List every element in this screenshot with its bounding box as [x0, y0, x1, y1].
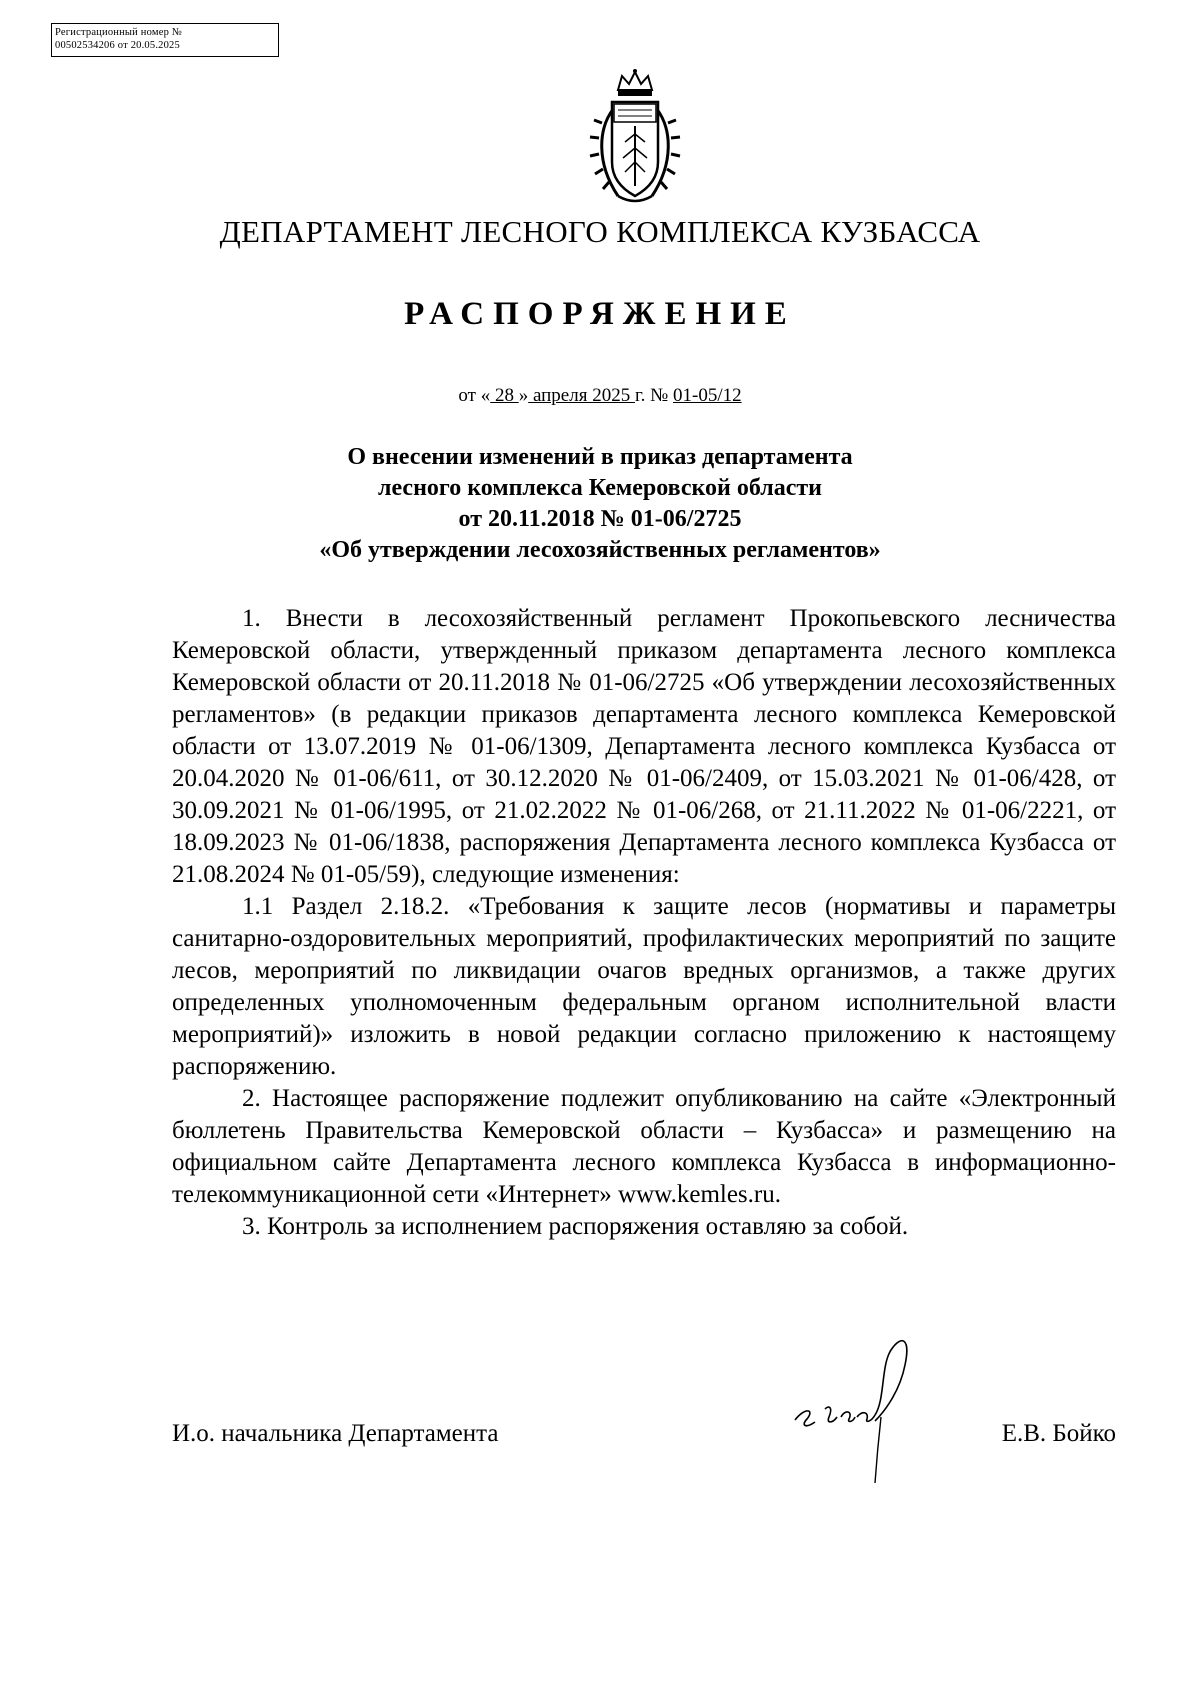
signatory-position: И.о. начальника Департамента [172, 1420, 499, 1447]
department-title: ДЕПАРТАМЕНТ ЛЕСНОГО КОМПЛЕКСА КУЗБАССА [219, 214, 981, 249]
handwritten-signature [793, 1325, 973, 1485]
paragraph-3: 3. Контроль за исполнением распоряжения оставляю за собой. [242, 1213, 909, 1240]
paragraph-1: 1. Внести в лесохозяйственный регламент Прокопьевского лесничества Кемеровской области, утвержденный приказом департамента лесного комплекса Кемеровской области от 20.11.2018 № 01-06/2725 «Об утверждении лесохозяйственных регламентов» (в редакции приказов департамента лесного комплекса Кемеровской области от 13.07.2019 № 01-06/1309, Департамента лесного комплекса Кузбасса от 20.04.2020 № 01-06/611, от 30.12.2020 № 01-06/2409, от 15.03.2021 № 01-06/428, от 30.09.2021 № 01-06/1995, от 21.02.2022 № 01-06/268, от 21.11.2022 № 01-06/2221, от 18.09.2023 № 01-06/1838, распоряжения Департамента лесного комплекса Кузбасса от 21.08.2024 № 01-05/59), следующие изменения: [172, 605, 1116, 888]
registration-number: 00502534206 от 20.05.2025 [55, 40, 180, 51]
document-type-heading: РАСПОРЯЖЕНИЕ [404, 296, 796, 332]
document-subject [0, 442, 1200, 566]
registration-stamp [51, 23, 279, 57]
paragraph-1-1: 1.1 Раздел 2.18.2. «Требования к защите лесов (нормативы и параметры санитарно-оздоровительных мероприятий, профилактических мероприятий по защите лесов, мероприятий по ликвидации очагов вредных организмов, а также других определенных уполномоченным федеральным органом исполнительной власти мероприятий)» изложить в новой редакции согласно приложению к настоящему распоряжению. [172, 893, 1116, 1080]
date-year-suffix: г. № [634, 385, 673, 406]
date-month-year: апреля 2025 [528, 385, 635, 406]
signatory-name: Е.В. Бойко [1001, 1420, 1116, 1447]
subject-line: от 20.11.2018 № 01-06/2725 [458, 506, 742, 532]
date-quote: » [518, 385, 529, 406]
document-body [172, 603, 1116, 1243]
date-prefix: от « [458, 385, 491, 406]
document-number: 01-05/12 [673, 385, 742, 406]
registration-label: Регистрационный номер № [55, 27, 183, 38]
kuzbass-coat-of-arms-icon [588, 68, 682, 208]
date-number-line [0, 385, 1200, 407]
subject-line: «Об утверждении лесохозяйственных регламентов» [319, 537, 881, 563]
subject-line: лесного комплекса Кемеровской области [378, 475, 822, 501]
subject-line: О внесении изменений в приказ департамента [347, 444, 853, 470]
date-day: 28 [490, 385, 519, 406]
paragraph-2: 2. Настоящее распоряжение подлежит опубликованию на сайте «Электронный бюллетень Правительства Кемеровской области – Кузбасса» и размещению на официальном сайте Департамента лесного комплекса Кузбасса в информационно-телекоммуникационной сети «Интернет» www.kemles.ru. [172, 1085, 1116, 1208]
